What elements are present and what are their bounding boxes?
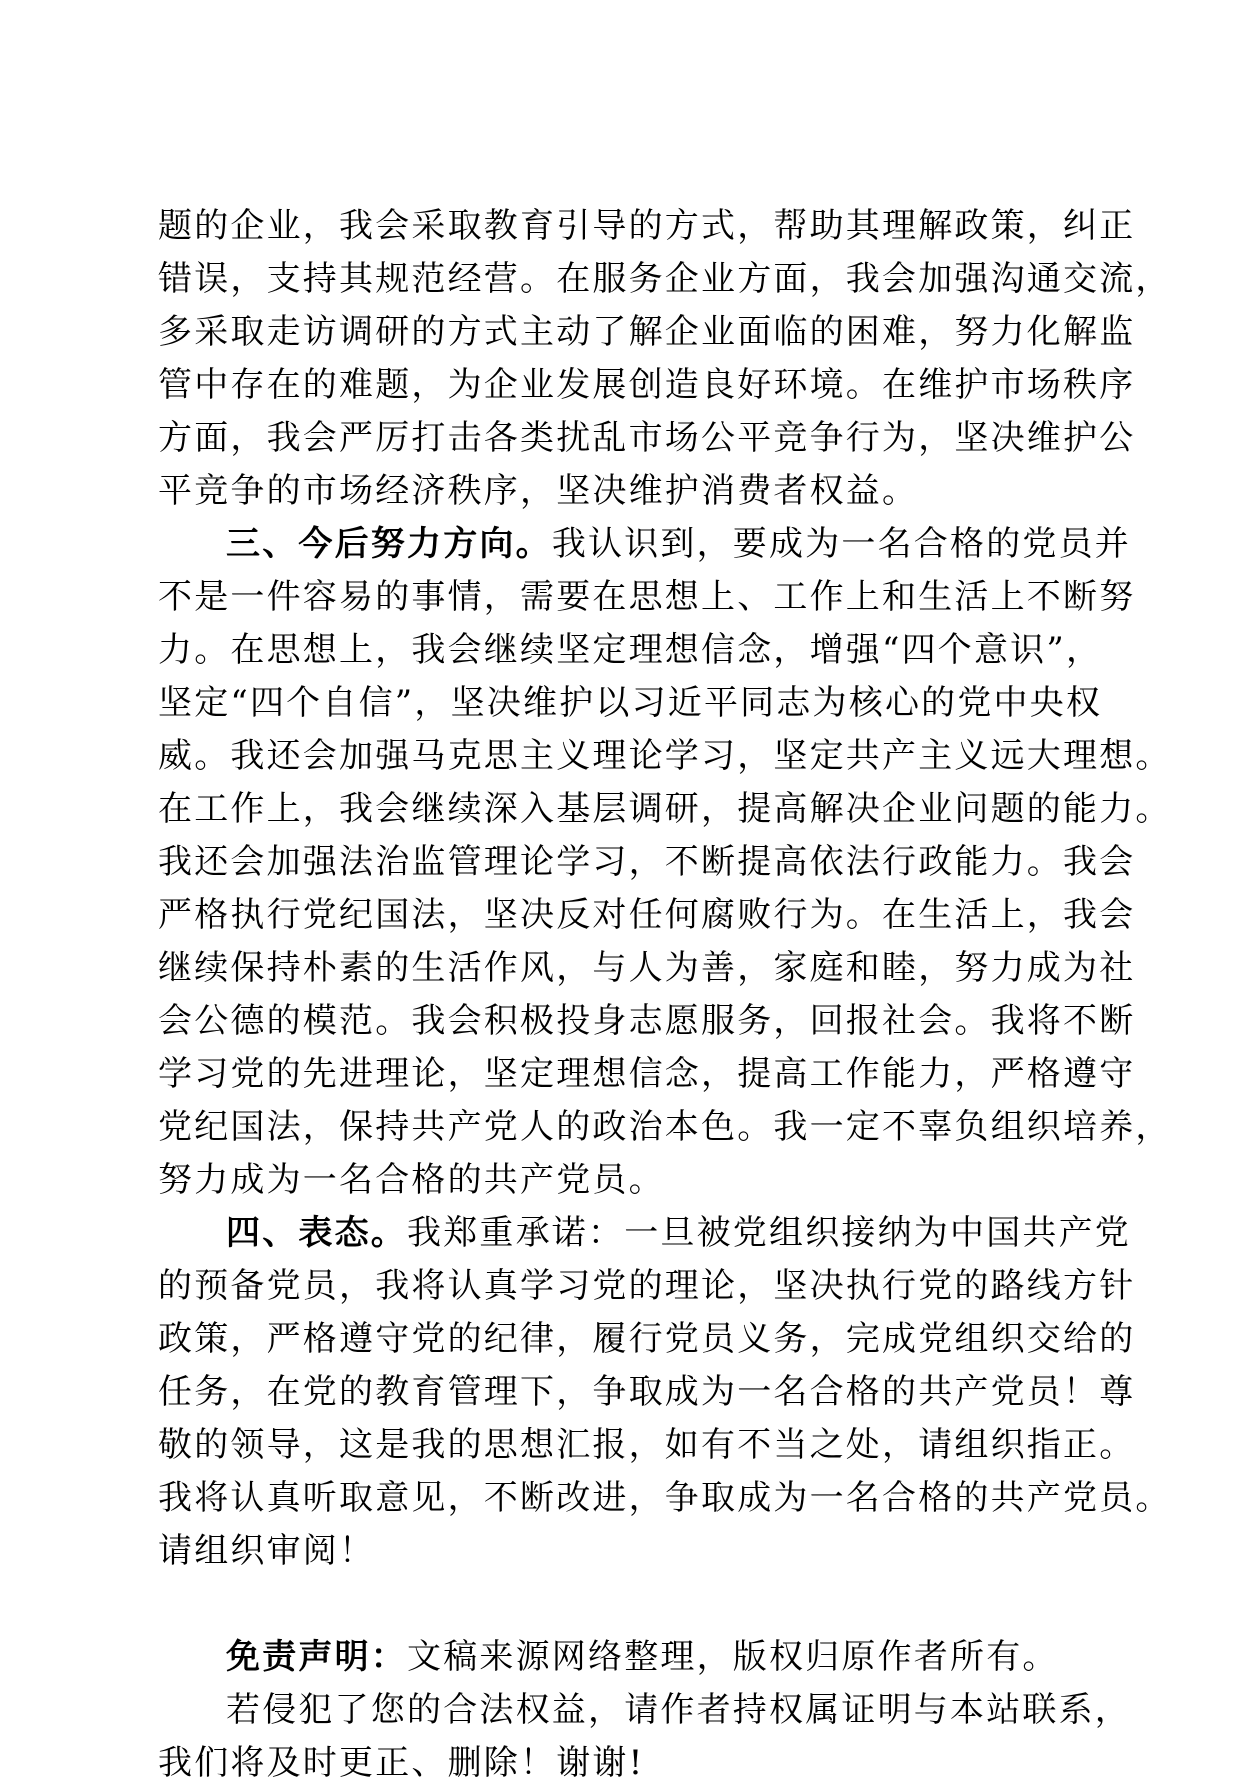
text-line: 党纪国法，保持共产党人的政治本色。我一定不辜负组织培养， [158,1107,1172,1147]
text-line [158,518,1132,571]
text-line: 任务，在党的教育管理下，争取成为一名合格的共产党员！尊 [158,1372,1136,1412]
text-line [158,1631,1098,1684]
disclaimer-text: 文稿来源网络整理，版权归原作者所有。 [407,1637,1059,1677]
blank-line [158,1578,1098,1631]
section-heading: 三、今后努力方向。 [226,524,552,564]
text-line: 题的企业，我会采取教育引导的方式，帮助其理解政策，纠正 [158,206,1136,246]
text-line [158,1207,1131,1260]
text-run: 我认识到，要成为一名合格的党员并 [551,524,1132,564]
text-line: 不是一件容易的事情，需要在思想上、工作上和生活上不断努 [158,577,1136,617]
text-line: 会公德的模范。我会积极投身志愿服务，回报社会。我将不断 [158,1001,1136,1041]
text-line: 错误，支持其规范经营。在服务企业方面，我会加强沟通交流， [158,259,1172,299]
disclaimer [158,1631,1131,1790]
text-line: 我们将及时更正、删除！谢谢! [158,1743,645,1783]
text-line: 敬的领导，这是我的思想汇报，如有不当之处，请组织指正。 [158,1425,1136,1465]
text-line: 威。我还会加强马克思主义理论学习，坚定共产主义远大理想。 [158,736,1172,776]
text-line: 严格执行党纪国法，坚决反对任何腐败行为。在生活上，我会 [158,895,1136,935]
text-line: 在工作上，我会继续深入基层调研，提高解决企业问题的能力。 [158,789,1172,829]
section-heading: 四、表态。 [226,1213,407,1253]
text-line: 力。在思想上，我会继续坚定理想信念，增强“四个意识”， [158,630,1103,670]
paragraph-pledge [158,1207,1172,1578]
paragraph-service [158,200,1172,518]
text-line: 管中存在的难题，为企业发展创造良好环境。在维护市场秩序 [158,365,1136,405]
text-line: 多采取走访调研的方式主动了解企业面临的困难，努力化解监 [158,312,1136,352]
text-line: 我还会加强法治监管理论学习，不断提高依法行政能力。我会 [158,842,1136,882]
document-page [158,200,1172,1790]
text-line: 若侵犯了您的合法权益，请作者持权属证明与本站联系， [226,1690,1131,1730]
paragraph-future-direction [158,518,1172,1207]
text-line: 我将认真听取意见，不断改进，争取成为一名合格的共产党员。 [158,1478,1172,1518]
text-line: 学习党的先进理论，坚定理想信念，提高工作能力，严格遵守 [158,1054,1136,1094]
text-line: 的预备党员，我将认真学习党的理论，坚决执行党的路线方针 [158,1266,1136,1306]
text-run: 我郑重承诺：一旦被党组织接纳为中国共产党 [407,1213,1131,1253]
text-line: 政策，严格遵守党的纪律，履行党员义务，完成党组织交给的 [158,1319,1136,1359]
text-line: 努力成为一名合格的共产党员。 [158,1160,665,1200]
text-line: 平竞争的市场经济秩序，坚决维护消费者权益。 [158,471,919,511]
text-line: 继续保持朴素的生活作风，与人为善，家庭和睦，努力成为社 [158,948,1136,988]
text-line: 方面，我会严厉打击各类扰乱市场公平竞争行为，坚决维护公 [158,418,1136,458]
text-line: 坚定“四个自信”，坚决维护以习近平同志为核心的党中央权 [158,683,1103,723]
disclaimer-label: 免责声明： [226,1637,407,1677]
text-line: 请组织审阅！ [158,1531,376,1571]
